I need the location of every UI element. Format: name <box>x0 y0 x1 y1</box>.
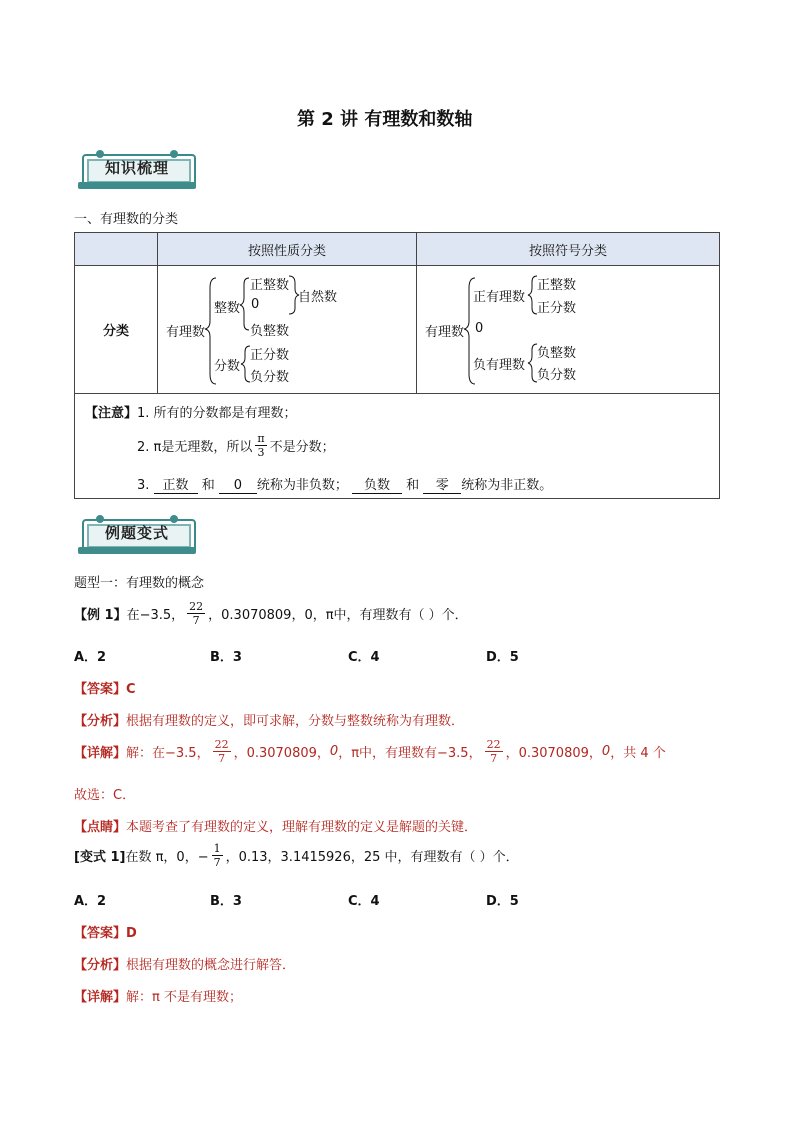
example-tag: 【例 1】 <box>74 608 127 623</box>
analysis-text: 根据有理数的概念进行解答． <box>126 958 296 973</box>
label-positive-integer: 正整数 <box>537 278 577 293</box>
header-sign: 按照符号分类 <box>417 233 720 266</box>
option-c: C．4 <box>348 894 380 909</box>
note-2 <box>137 432 335 459</box>
label-positive-fraction: 正分数 <box>537 301 577 316</box>
classification-table <box>74 232 720 499</box>
detail-text-tail: ，共 4 个 <box>610 746 666 761</box>
tip-line <box>74 816 477 835</box>
fraction-1-over-7 <box>212 842 223 869</box>
blank-zero-2: 零 <box>423 474 461 494</box>
note-3-num: 3. <box>137 478 150 493</box>
note-2-text: 2. π是无理数，所以 <box>137 440 253 455</box>
label-negative-fraction: 负分数 <box>250 370 290 385</box>
fraction-22-over-7 <box>187 600 205 627</box>
option-d: D．5 <box>486 894 519 909</box>
badge-label: 例题变式 <box>104 524 169 542</box>
detail-zero: 0 <box>329 744 339 759</box>
label-negative-integer: 负整数 <box>537 346 577 361</box>
header-property: 按照性质分类 <box>158 233 417 266</box>
fraction-pi-over-3 <box>255 432 266 459</box>
label-positive-fraction: 正分数 <box>250 348 290 363</box>
detail-zero: 0 <box>601 744 611 759</box>
note-3-and-2: 和 <box>406 478 420 493</box>
option-d: D．5 <box>486 650 519 665</box>
choice-line: 故选：C． <box>74 788 136 803</box>
numerator: π <box>257 432 265 445</box>
denominator: 7 <box>192 614 200 627</box>
fraction-22-over-7 <box>213 738 231 765</box>
detail-line <box>74 986 242 1005</box>
label-integer: 整数 <box>214 301 241 316</box>
denominator: 7 <box>218 752 226 765</box>
option-c: C．4 <box>348 650 380 665</box>
detail-text: 解：π 不是有理数； <box>126 990 242 1005</box>
answer-line <box>74 678 136 697</box>
note-tag: 【注意】 <box>85 406 138 421</box>
note-2-tail: 不是分数； <box>269 440 335 455</box>
answer-value: C <box>126 682 136 697</box>
analysis-text: 根据有理数的定义，即可求解，分数与整数统称为有理数． <box>126 714 465 729</box>
analysis-line <box>74 954 295 973</box>
question-text-tail: ，0.13，3.1415926，25 中，有理数有（ ）个． <box>225 850 519 865</box>
label-negative-integer: 负整数 <box>250 324 290 339</box>
option-a: A．2 <box>74 650 107 665</box>
question-type-heading: 题型一：有理数的概念 <box>74 576 205 591</box>
numerator: 1 <box>213 842 221 855</box>
detail-text: ，π中，有理数有−3.5， <box>338 746 482 761</box>
note-3-and: 和 <box>201 478 215 493</box>
detail-text: 解：在−3.5， <box>126 746 210 761</box>
analysis-tag: 【分析】 <box>74 958 127 973</box>
answer-value: D <box>126 926 137 941</box>
analysis-line <box>74 710 464 729</box>
tip-tag: 【点睛】 <box>74 820 127 835</box>
option-b: B．3 <box>210 894 242 909</box>
label-zero: 0 <box>475 321 484 336</box>
note-3-tail: 统称为非正数。 <box>461 478 553 493</box>
label-negative-fraction: 负分数 <box>537 368 577 383</box>
note-3 <box>137 474 552 494</box>
label-negative-rational: 负有理数 <box>473 358 526 373</box>
sign-classification <box>417 266 720 394</box>
note-3-mid: 统称为非负数； <box>256 478 348 493</box>
blank-zero: 0 <box>219 478 257 494</box>
variant-tag: [变式 1] <box>74 850 126 865</box>
label-positive-rational: 正有理数 <box>473 290 526 305</box>
section-badge-knowledge <box>78 150 196 192</box>
variant-1-question <box>74 842 519 869</box>
label-positive-integer: 正整数 <box>250 278 290 293</box>
label-natural: 自然数 <box>298 290 338 305</box>
section-badge-examples <box>78 515 196 557</box>
denominator: 7 <box>490 752 498 765</box>
detail-tag: 【详解】 <box>74 746 127 761</box>
label-zero: 0 <box>251 297 260 312</box>
detail-text: ，0.3070809， <box>233 746 330 761</box>
section-heading: 一、有理数的分类 <box>74 212 179 227</box>
numerator: 22 <box>486 738 501 751</box>
badge-label: 知识梳理 <box>104 159 169 177</box>
row-label: 分类 <box>75 266 158 394</box>
detail-line <box>74 738 666 765</box>
note-cell <box>75 394 720 499</box>
question-text: 在−3.5， <box>126 608 185 623</box>
detail-tag: 【详解】 <box>74 990 127 1005</box>
numerator: 22 <box>214 738 229 751</box>
numerator: 22 <box>189 600 204 613</box>
detail-text: ，0.3070809， <box>505 746 602 761</box>
property-classification <box>158 266 417 394</box>
label-fraction: 分数 <box>214 359 241 374</box>
answer-line <box>74 922 137 941</box>
option-a: A．2 <box>74 894 107 909</box>
label-rational: 有理数 <box>425 325 465 340</box>
answer-tag: 【答案】 <box>74 682 127 697</box>
denominator: 7 <box>213 856 221 869</box>
blank-positive: 正数 <box>154 474 198 494</box>
question-text-tail: ，0.3070809，0，π中，有理数有（ ）个． <box>208 608 468 623</box>
answer-tag: 【答案】 <box>74 926 127 941</box>
option-b: B．3 <box>210 650 242 665</box>
fraction-22-over-7 <box>485 738 503 765</box>
question-text: 在数 π，0，− <box>125 850 209 865</box>
denominator: 3 <box>257 446 265 459</box>
page-title: 第 2 讲 有理数和数轴 <box>297 109 473 130</box>
example-1-question <box>74 600 468 627</box>
blank-negative: 负数 <box>352 474 402 494</box>
analysis-tag: 【分析】 <box>74 714 127 729</box>
note-1: 1. 所有的分数都是有理数； <box>137 406 297 421</box>
label-rational: 有理数 <box>166 325 206 340</box>
tip-text: 本题考查了有理数的定义，理解有理数的定义是解题的关键． <box>126 820 478 835</box>
